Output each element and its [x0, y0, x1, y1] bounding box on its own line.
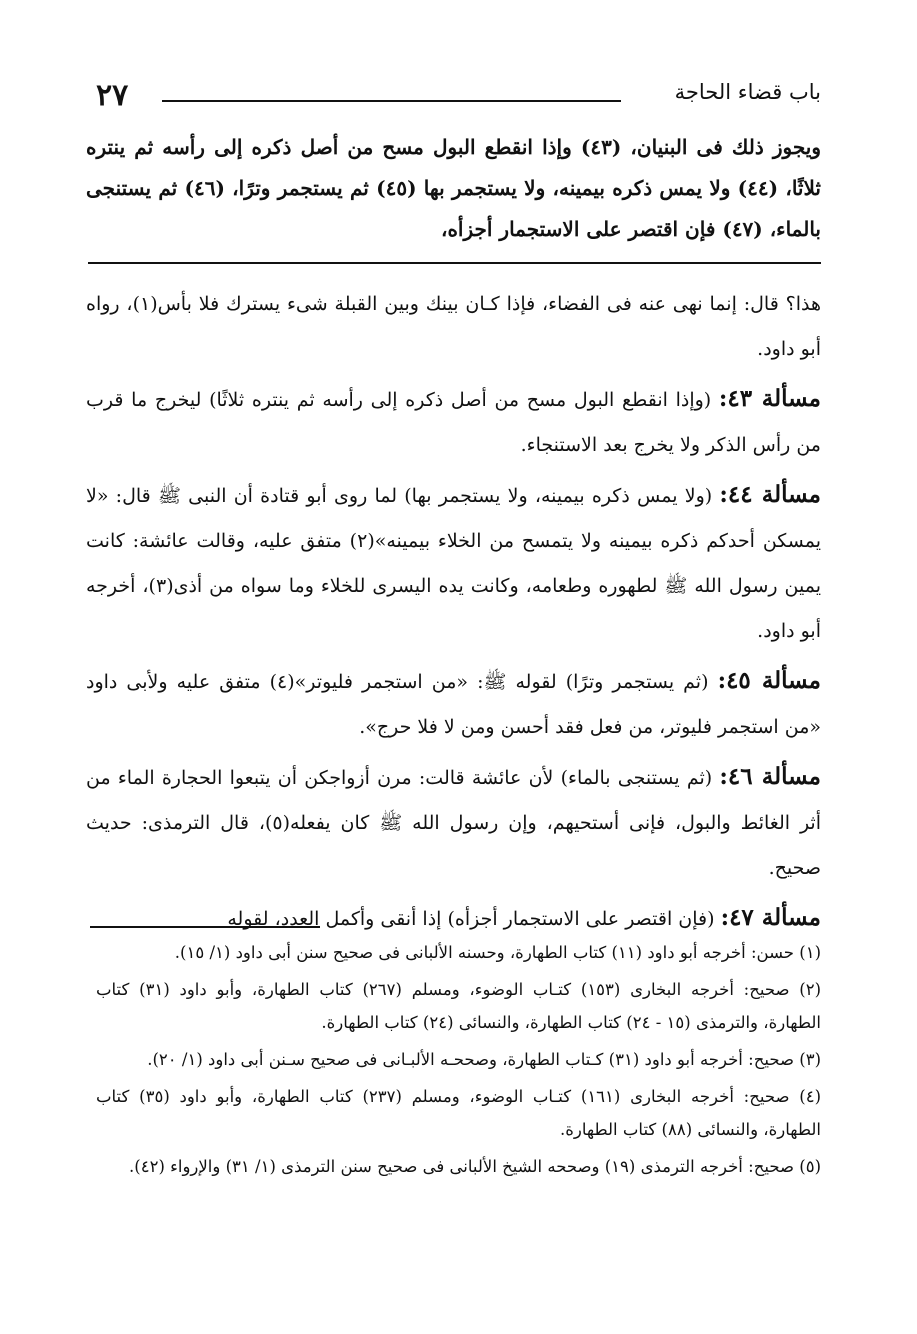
footnote-label: (٤) صحيح: [743, 1087, 822, 1106]
footnote-text: أخرجه أبو داود (٣١) كـتاب الطهارة، وصححـه الألبـانى فى صحيح سـنن أبى داود (١/ ٢٠). [147, 1050, 743, 1069]
footnote-separator-rule [90, 926, 320, 928]
issue-label: مسألة ٤٤: [719, 481, 821, 508]
footnote-label: (٢) صحيح: [743, 980, 822, 999]
issue-label: مسألة ٤٥: [717, 667, 821, 694]
issue-label: مسألة ٤٧: [720, 904, 821, 931]
issue-text: (فإن اقتصر على الاستجمار أجزأه) إذا أنقى وأكمل العدد، لقوله [227, 908, 715, 930]
footnote-text: أخرجه البخارى (١٦١) كتـاب الوضوء، ومسلم (٢٣٧) كتاب الطهارة، وأبو داود (٣٥) كتاب الطهارة، والنسائى (٨٨) كتاب الطهارة. [96, 1087, 821, 1139]
matn-text-block [86, 127, 821, 250]
issue-text: (وإذا انقطع البول مسح من أصل ذكره إلى رأسه ثم ينتره ثلاثًا) ليخرج ما قرب من رأس الذكر ولا يخرج بعد الاستنجاء. [86, 389, 821, 456]
header-rule [162, 100, 621, 102]
issue-43 [86, 376, 821, 468]
issue-47 [86, 895, 821, 942]
issue-44 [86, 472, 821, 654]
footnotes-block [96, 936, 821, 1187]
commentary-block [86, 282, 821, 946]
commentary-continuation: هذا؟ قال: إنما نهى عنه فى الفضاء، فإذا كـان بينك وبين القبلة شىء يسترك فلا بأس(١)، رواه أبو داود. [86, 293, 821, 360]
chapter-title: باب قضاء الحاجة [674, 80, 821, 104]
footnote-label: (١) حسن: [750, 943, 821, 962]
running-head [96, 80, 821, 120]
page-number: ٢٧ [96, 78, 129, 113]
footnote-2 [96, 973, 821, 1039]
footnote-1 [96, 936, 821, 969]
footnote-text: أخرجه البخارى (١٥٣) كتـاب الوضوء، ومسلم (٢٦٧) كتاب الطهارة، وأبو داود (٣١) كتاب الطهارة، والترمذى (١٥ - ٢٤) كتاب الطهارة، والنسائى (٢٤) كتاب الطهارة. [96, 980, 821, 1032]
footnote-text: أخرجه أبو داود (١١) كتاب الطهارة، وحسنه الألبانى فى صحيح سنن أبى داود (١/ ١٥). [174, 943, 746, 962]
issue-46 [86, 754, 821, 891]
issue-label: مسألة ٤٦: [719, 763, 821, 790]
footnote-label: (٥) صحيح: [748, 1157, 821, 1176]
issue-text: (ثم يستنجى بالماء) لأن عائشة قالت: مرن أزواجكن أن يتبعوا الحجارة الماء من أثر الغائط والبول، فإنى أستحيهم، وإن رسول الله ﷺ كان يفعله(٥)، قال الترمذى: حديث صحيح. [86, 767, 821, 879]
matn-paragraph: ويجوز ذلك فى البنيان، (٤٣) وإذا انقطع البول مسح من أصل ذكره إلى رأسه ثم ينتره ثلاثًا، (٤٤) ولا يمس ذكره بيمينه، ولا يستجمر بها (٤٥) ثم يستجمر وترًا، (٤٦) ثم يستنجى بالماء، (٤٧) فإن اقتصر على الاستجمار أجزأه، [86, 135, 821, 241]
footnote-3 [96, 1043, 821, 1076]
issue-45 [86, 658, 821, 750]
footnote-text: أخرجه الترمذى (١٩) وصححه الشيخ الألبانى فى صحيح سنن الترمذى (١/ ٣١) والإرواء (٤٢). [129, 1157, 743, 1176]
issue-text: (ثم يستجمر وترًا) لقوله ﷺ: «من استجمر فليوتر»(٤) متفق عليه ولأبى داود «من استجمر فليوتر، من فعل فقد أحسن ومن لا فلا حرج». [86, 671, 821, 738]
footnote-4 [96, 1080, 821, 1146]
footnote-label: (٣) صحيح: [748, 1050, 821, 1069]
footnote-5 [96, 1150, 821, 1183]
matn-separator-rule [88, 262, 821, 264]
issue-text: (ولا يمس ذكره بيمينه، ولا يستجمر بها) لما روى أبو قتادة أن النبى ﷺ قال: «لا يمسكن أحدكم ذكره بيمينه ولا يتمسح من الخلاء بيمينه»(٢) متفق عليه، وقالت عائشة: كانت يمين رسول الله ﷺ لطهوره وطعامه، وكانت يده اليسرى للخلاء وما سواه من أذى(٣)، أخرجه أبو داود. [86, 485, 821, 642]
issue-label: مسألة ٤٣: [718, 385, 821, 412]
